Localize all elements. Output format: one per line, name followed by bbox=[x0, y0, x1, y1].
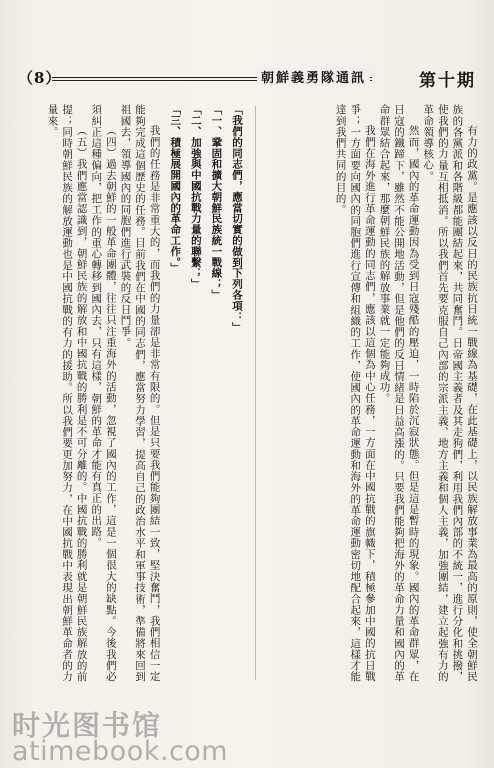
paragraph: （四）過去朝鮮的一般革命團體，往往只注重海外的活動，忽視了國內的工作，這是一個很大的缺點。今後我們必須糾正這種偏向，把工作的重心轉移到國內去，只有這樣，朝鮮的革命才能有真正的出路。 bbox=[90, 104, 117, 682]
paragraph: 我們在海外進行革命運動的同志們，應該以這個為中心任務，一方面在中國抗戰的旗幟下，積極參加中國的抗日戰爭；一方面要向國內的同胞們進行宣傳和組織的工作，使國內的革命運動和海外的革命運動密切地配合起來，這樣才能達到我們共同的目的。 bbox=[334, 104, 376, 682]
journal-title: 朝鮮義勇隊通訊 bbox=[257, 67, 370, 86]
quote-heading: 「我們的同志們，應當切實的做到下列各項：」 bbox=[231, 104, 243, 333]
watermark-url: atimebook.com bbox=[12, 736, 229, 767]
column-divider bbox=[255, 106, 256, 680]
watermark bbox=[0, 704, 494, 768]
watermark-chinese: 时光图书馆 bbox=[12, 709, 163, 742]
issue-label: 第十期 bbox=[419, 71, 476, 91]
paragraph: （五）我們應當認識到，朝鮮民族的解放和中國抗戰的勝利是不可分離的。中國抗戰的勝利就是朝鮮民族解放的前提；同時朝鮮民族的解放運動也是中國抗戰的有力的援助。所以我們要更加努力，在中國抗戰中表現出朝鮮革命者的力量來。 bbox=[46, 104, 88, 682]
paragraph: 然而，國內的革命運動因為受到日寇殘酷的壓迫，一時陷於沉寂狀態。但是這是暫時的現象。國內的革命群眾，在日寇的鐵蹄下，雖然不能公開地活動，但是他們的反日情緒是日益高漲的。只要我們能夠把海外的革命力量和國內的革命群眾結合起來，那麼朝鮮民族的解放事業就一定能夠成功。 bbox=[378, 104, 420, 682]
paragraph: 有力的政黨。是應該以反日的民族抗日統一戰線為基礎，在此基礎上，以民族解放事業為最高的原則，使全朝鮮民族的各黨派和各階級都能團結起來，共同奮鬥。日帝國主義者及其走狗們，利用我們內部的不統一，進行分化和挑撥，使我們的力量互相抵消。所以我們首先要克服自己內部的宗派主義、地方主義和個人主義，加強團結，建立起強有力的革命領導核心。 bbox=[422, 104, 478, 682]
page-header bbox=[14, 60, 480, 96]
quote-item: 「三、積極展開國內的革命工作。」 bbox=[169, 104, 182, 274]
text-column-left bbox=[14, 104, 250, 682]
page-number: （8） bbox=[18, 69, 62, 87]
quote-item: 「二、加強與中國抗戰力量的聯繫；」 bbox=[189, 104, 202, 290]
article-body bbox=[14, 104, 480, 684]
text-column-right bbox=[261, 104, 479, 682]
quote-item: 「一、鞏固和擴大朝鮮民族統一戰線；」 bbox=[210, 104, 223, 301]
paragraph: 我們的任務是非常重大的，而我們的力量卻是非常有限的。但是只要我們能夠團結一致，堅決奮鬥，我們相信一定能夠完成這個歷史的任務。目前我們在中國的同志們，應當努力學習，提高自己的政治水平和軍事技術，準備將來回到祖國去，領導國內的同胞們進行武裝的反日鬥爭。 bbox=[119, 104, 161, 682]
